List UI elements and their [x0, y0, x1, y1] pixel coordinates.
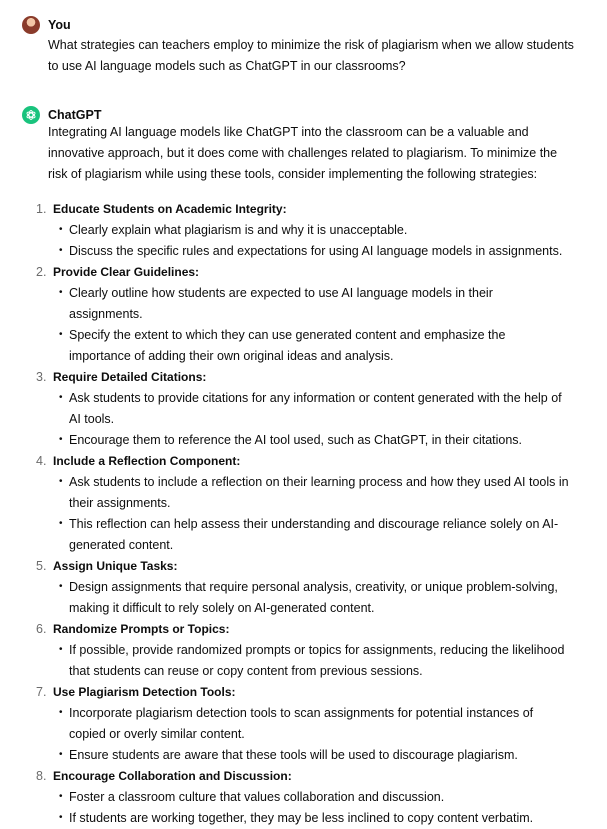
bullet-icon: •	[59, 749, 63, 760]
user-message-text: What strategies can teachers employ to minimize the risk of plagiarism when we allow students to use AI language models such as ChatGPT in our classrooms?	[48, 38, 574, 73]
bullet-icon: •	[59, 644, 63, 655]
strategy-list	[22, 199, 582, 829]
bullet-icon: •	[59, 245, 63, 256]
bullet-icon: •	[59, 581, 63, 592]
bullet-icon: •	[59, 518, 63, 529]
strategy-point-text: Encourage them to reference the AI tool used, such as ChatGPT, in their citations.	[69, 433, 523, 447]
strategy-point	[22, 220, 569, 241]
strategy-point-text: Foster a classroom culture that values collaboration and discussion.	[69, 790, 445, 804]
strategy-header	[22, 367, 582, 388]
strategy-number: 8.	[36, 769, 47, 783]
strategy-point	[22, 808, 569, 829]
strategy-point-text: Ensure students are aware that these tools will be used to discourage plagiarism.	[69, 748, 518, 762]
strategy-header	[22, 556, 582, 577]
strategy-point	[22, 787, 569, 808]
strategy-number: 2.	[36, 265, 47, 279]
strategy-point	[22, 514, 569, 556]
user-avatar-icon	[22, 16, 40, 34]
assistant-intro-text: Integrating AI language models like ChatGPT into the classroom can be a valuable and innovative approach, but it does come with challenges related to plagiarism. To minimize the risk of plagiarism while using these tools, consider implementing the following strategies:	[48, 125, 558, 181]
strategy-number: 3.	[36, 370, 47, 384]
strategy-point-text: Clearly outline how students are expected to use AI language models in their assignments.	[69, 286, 493, 321]
strategy-points	[22, 220, 582, 262]
bullet-icon: •	[59, 812, 63, 823]
strategy-title: Assign Unique Tasks:	[53, 559, 178, 573]
strategy-title: Educate Students on Academic Integrity:	[53, 202, 287, 216]
strategy-title: Provide Clear Guidelines:	[53, 265, 200, 279]
strategy-point	[22, 640, 569, 682]
strategy-point	[22, 472, 569, 514]
bullet-icon: •	[59, 224, 63, 235]
strategy-title: Randomize Prompts or Topics:	[53, 622, 230, 636]
strategy-point	[22, 745, 569, 766]
user-author-name: You	[48, 18, 71, 32]
assistant-author-name: ChatGPT	[48, 108, 102, 122]
strategy-point-text: Ask students to provide citations for any information or content generated with the help of AI tools.	[69, 391, 562, 426]
strategy-point	[22, 703, 569, 745]
strategy-header	[22, 262, 582, 283]
strategy-number: 6.	[36, 622, 47, 636]
strategy-title: Require Detailed Citations:	[53, 370, 207, 384]
bullet-icon: •	[59, 791, 63, 802]
strategy-item	[22, 451, 582, 556]
strategy-point	[22, 577, 569, 619]
strategy-number: 1.	[36, 202, 47, 216]
bullet-icon: •	[59, 476, 63, 487]
strategy-title: Encourage Collaboration and Discussion:	[53, 769, 292, 783]
strategy-number: 7.	[36, 685, 47, 699]
strategy-point-text: Discuss the specific rules and expectations for using AI language models in assignments.	[69, 244, 563, 258]
strategy-point-text: If possible, provide randomized prompts or topics for assignments, reducing the likelihood that students can reuse or copy content from previous sessions.	[69, 643, 565, 678]
strategy-point-text: Clearly explain what plagiarism is and why it is unacceptable.	[69, 223, 408, 237]
strategy-point-text: This reflection can help assess their understanding and discourage reliance solely on AI-generated content.	[69, 517, 559, 552]
strategy-item	[22, 619, 582, 682]
bullet-icon: •	[59, 329, 63, 340]
strategy-header	[22, 682, 582, 703]
strategy-header	[22, 619, 582, 640]
strategy-points	[22, 388, 582, 451]
strategy-item	[22, 766, 582, 829]
strategy-header	[22, 199, 582, 220]
bullet-icon: •	[59, 392, 63, 403]
strategy-points	[22, 787, 582, 829]
strategy-point	[22, 283, 569, 325]
strategy-title: Include a Reflection Component:	[53, 454, 241, 468]
strategy-points	[22, 472, 582, 556]
strategy-item	[22, 556, 582, 619]
strategy-points	[22, 640, 582, 682]
strategy-point-text: If students are working together, they may be less inclined to copy content verbatim.	[69, 811, 534, 825]
strategy-number: 4.	[36, 454, 47, 468]
bullet-icon: •	[59, 287, 63, 298]
strategy-points	[22, 283, 582, 367]
strategy-point-text: Design assignments that require personal analysis, creativity, or unique problem-solving, making it difficult to rely solely on AI-generated content.	[69, 580, 558, 615]
strategy-points	[22, 577, 582, 619]
strategy-header	[22, 451, 582, 472]
strategy-item	[22, 262, 582, 367]
strategy-item	[22, 682, 582, 766]
strategy-point	[22, 388, 569, 430]
strategy-point	[22, 241, 569, 262]
strategy-point-text: Incorporate plagiarism detection tools to scan assignments for potential instances of copied or overly similar content.	[69, 706, 534, 741]
strategy-number: 5.	[36, 559, 47, 573]
strategy-item	[22, 367, 582, 451]
strategy-header	[22, 766, 582, 787]
bullet-icon: •	[59, 707, 63, 718]
openai-logo-icon	[22, 106, 40, 124]
strategy-item	[22, 199, 582, 262]
strategy-title: Use Plagiarism Detection Tools:	[53, 685, 236, 699]
strategy-points	[22, 703, 582, 766]
strategy-point	[22, 430, 569, 451]
strategy-point-text: Ask students to include a reflection on their learning process and how they used AI tools in their assignments.	[69, 475, 569, 510]
bullet-icon: •	[59, 434, 63, 445]
strategy-point	[22, 325, 569, 367]
strategy-point-text: Specify the extent to which they can use generated content and emphasize the importance of adding their own original ideas and analysis.	[69, 328, 506, 363]
